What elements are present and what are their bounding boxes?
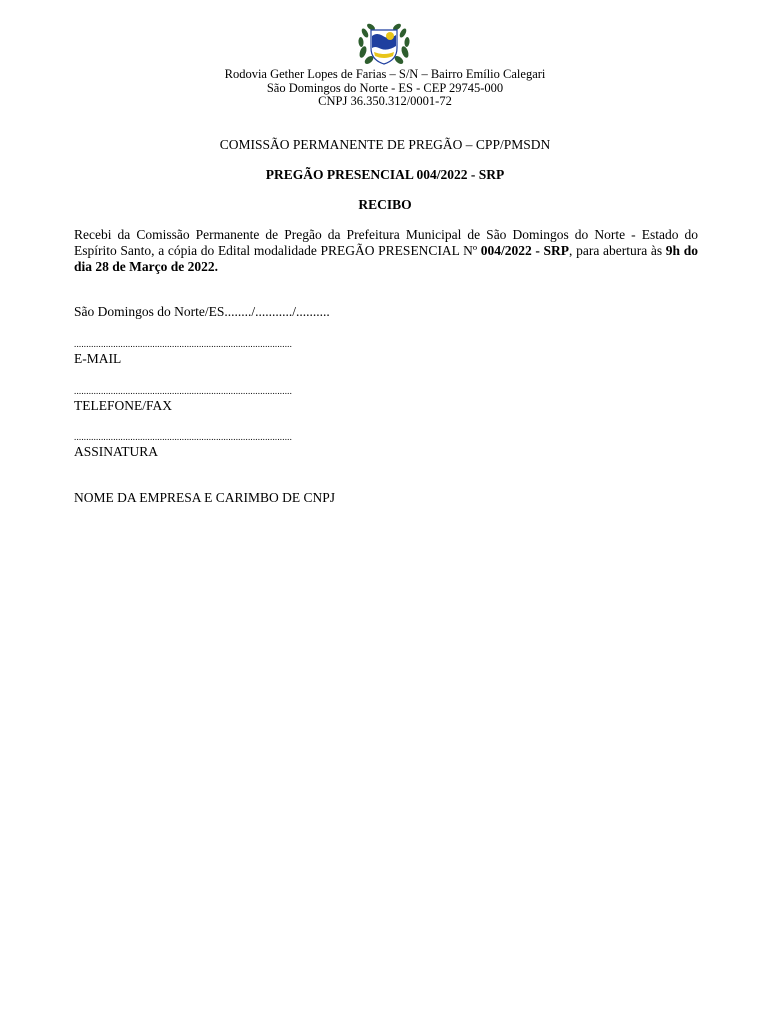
email-label: E-MAIL — [74, 351, 122, 366]
receipt-paragraph — [74, 227, 698, 275]
recibo-title: RECIBO — [358, 197, 412, 212]
letterhead — [0, 68, 770, 109]
paragraph-bold-2: 9h do dia 28 de Março de 2022. — [74, 243, 698, 274]
paragraph-text-2: , para abertura às — [569, 243, 666, 258]
committee-title: COMISSÃO PERMANENTE DE PREGÃO – CPP/PMSDN — [219, 137, 551, 152]
date-line: São Domingos do Norte/ES......../.........../.......... — [74, 304, 330, 319]
paragraph-text-1: Recebi da Comissão Permanente de Pregão da Prefeitura Municipal de São Domingos do Norte - Estado do Espírito Santo, a cópia do Edital modalidade PREGÃO PRESENCIAL Nº — [74, 227, 698, 258]
signature-label: ASSINATURA — [74, 444, 159, 459]
address-line: Rodovia Gether Lopes de Farias – S/N – Bairro Emílio Calegari — [224, 67, 546, 81]
phone-dotted-line: ......................................................................................... — [74, 386, 293, 396]
cnpj-line: CNPJ 36.350.312/0001-72 — [318, 94, 452, 108]
pregao-title: PREGÃO PRESENCIAL 004/2022 - SRP — [265, 167, 505, 182]
email-dotted-line: ......................................................................................... — [74, 339, 293, 349]
phone-label: TELEFONE/FAX — [74, 398, 172, 413]
signature-dotted-line: ......................................................................................... — [74, 432, 293, 442]
city-line: São Domingos do Norte - ES - CEP 29745-000 — [266, 80, 504, 95]
municipal-seal-icon — [357, 22, 411, 68]
company-label: NOME DA EMPRESA E CARIMBO DE CNPJ — [74, 490, 336, 505]
paragraph-bold-1: 004/2022 - SRP — [480, 243, 570, 258]
